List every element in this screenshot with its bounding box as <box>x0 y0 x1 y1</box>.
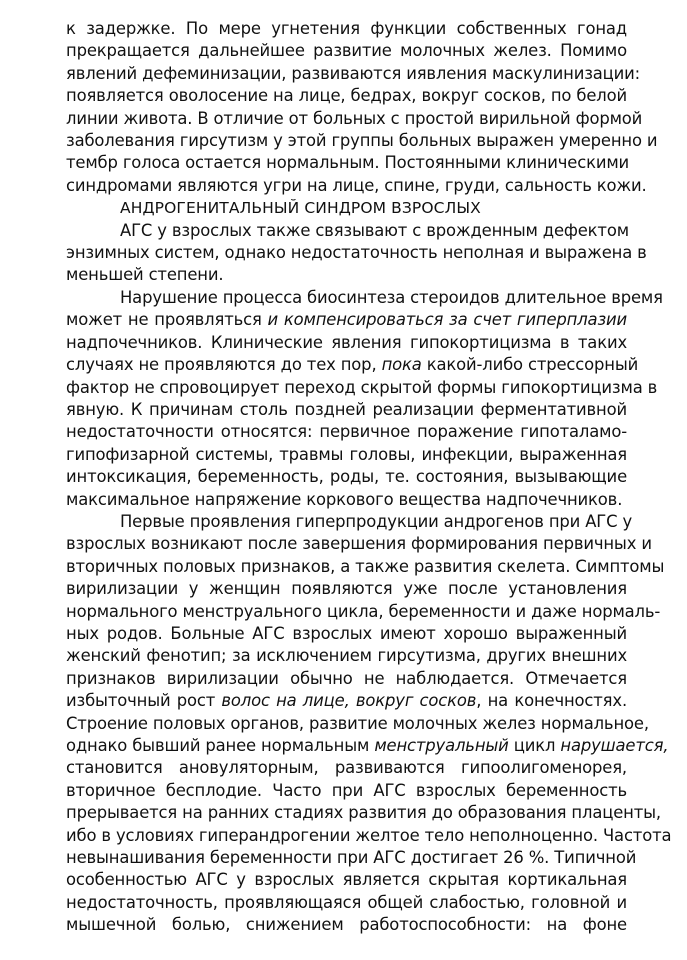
text-line: надпочечников. Клинические явления гипокортицизма в таких <box>66 332 627 352</box>
paragraph <box>66 18 658 197</box>
text-line: линии живота. В отличие от больных с простой вирильной формой <box>66 108 643 128</box>
text-line: к задержке. По мере угнетения функции собственных гонад <box>66 19 627 38</box>
text-line: интоксикация, беременность, роды, те. состояния, вызывающие <box>66 467 627 487</box>
text-line: невынашивания беременности при АГС достигает 26 %. Типичной <box>66 848 637 868</box>
text-line: прерывается на ранних стадиях развития до образования плаценты, <box>66 803 661 823</box>
text-line: ных родов. Больные АГС взрослых имеют хорошо выраженный <box>66 623 627 643</box>
italic-text: волос на лице, вокруг сосков <box>221 691 477 711</box>
text-line: прекращается дальнейшее развитие молочных желез. Помимо <box>66 41 627 61</box>
text-run: , на конечностях. <box>476 691 628 711</box>
text-line: энзимных систем, однако недостаточность неполная и выражена в <box>66 243 647 263</box>
text-line: Строение половых органов, развитие молочных желез нормальное, <box>66 713 649 733</box>
text-line: максимальное напряжение коркового вещества надпочечников. <box>66 489 623 509</box>
text-line: заболевания гирсутизм у этой группы больных выражен умеренно и <box>66 131 658 151</box>
text-run: цикл <box>508 736 561 755</box>
text-line: фактор не спровоцирует переход скрытой формы гипокортицизма в <box>66 377 658 397</box>
text-line: вторичных половых признаков, а также развития скелета. Симптомы <box>66 556 665 576</box>
text-run: избыточный рост <box>66 691 222 711</box>
text-line: синдромами являются угри на лице, спине, груди, сальность кожи. <box>66 175 647 195</box>
text-line: вторичное бесплодие. Часто при АГС взрослых беременность <box>66 780 627 800</box>
section-heading: АНДРОГЕНИТАЛЬНЫЙ СИНДРОМ ВЗРОСЛЫХ <box>120 199 481 218</box>
italic-text: нарушается, <box>560 736 669 755</box>
text-line: меньшей степени. <box>66 265 224 285</box>
text-line: Первые проявления гиперпродукции андрогенов при АГС у <box>120 511 633 531</box>
text-line <box>66 309 627 331</box>
text-line <box>66 690 627 712</box>
text-run: однако бывший ранее нормальным <box>66 736 375 755</box>
italic-text: и компенсироваться за счет гиперплазии <box>267 310 628 330</box>
paragraph <box>66 511 672 937</box>
paragraph <box>66 220 647 287</box>
text-line: мышечной болью, снижением работоспособности: на фоне <box>66 915 627 935</box>
text-line: гипофизарной системы, травмы головы, инфекции, выраженная <box>66 444 627 464</box>
text-line: взрослых возникают после завершения формирования первичных и <box>66 534 652 554</box>
text-line: АГС у взрослых также связывают с врожденным дефектом <box>120 220 629 240</box>
text-line: появляется оволосение на лице, бедрах, вокруг сосков, по белой <box>66 86 627 106</box>
italic-text: пока <box>381 355 422 375</box>
text-line: недостаточность, проявляющаяся общей слабостью, головной и <box>66 892 627 912</box>
text-line: явную. К причинам столь поздней реализации ферментативной <box>66 399 627 419</box>
text-line: вирилизации у женщин появляются уже после установления <box>66 579 627 599</box>
text-run: может не проявляться <box>66 310 268 330</box>
text-line: нормального менструального цикла, беременности и даже нормаль- <box>66 601 661 621</box>
text-line: явлений дефеминизации, развиваются иявления маскулинизации: <box>66 63 641 83</box>
text-line: ибо в условиях гиперандрогении желтое тело неполноценно. Частота <box>66 825 672 845</box>
text-line: становится ановуляторным, развиваются гипоолигоменорея, <box>66 758 627 778</box>
text-line: женский фенотип; за исключением гирсутизма, других внешних <box>66 646 627 666</box>
text-line: недостаточности относятся: первичное поражение гипоталамо- <box>66 422 627 442</box>
text-line: особенностью АГС у взрослых является скрытая кортикальная <box>66 870 627 890</box>
italic-text: менструальный <box>374 736 509 755</box>
paragraph <box>66 287 663 511</box>
text-run: какой-либо стрессорный <box>421 355 639 375</box>
text-line <box>66 735 669 757</box>
text-line <box>66 354 639 376</box>
text-line: Нарушение процесса биосинтеза стероидов длительное время <box>120 287 663 307</box>
text-line: тембр голоса остается нормальным. Постоянными клиническими <box>66 153 630 173</box>
text-run: случаях не проявляются до тех пор, <box>66 355 382 375</box>
text-line: признаков вирилизации обычно не наблюдается. Отмечается <box>66 668 627 688</box>
